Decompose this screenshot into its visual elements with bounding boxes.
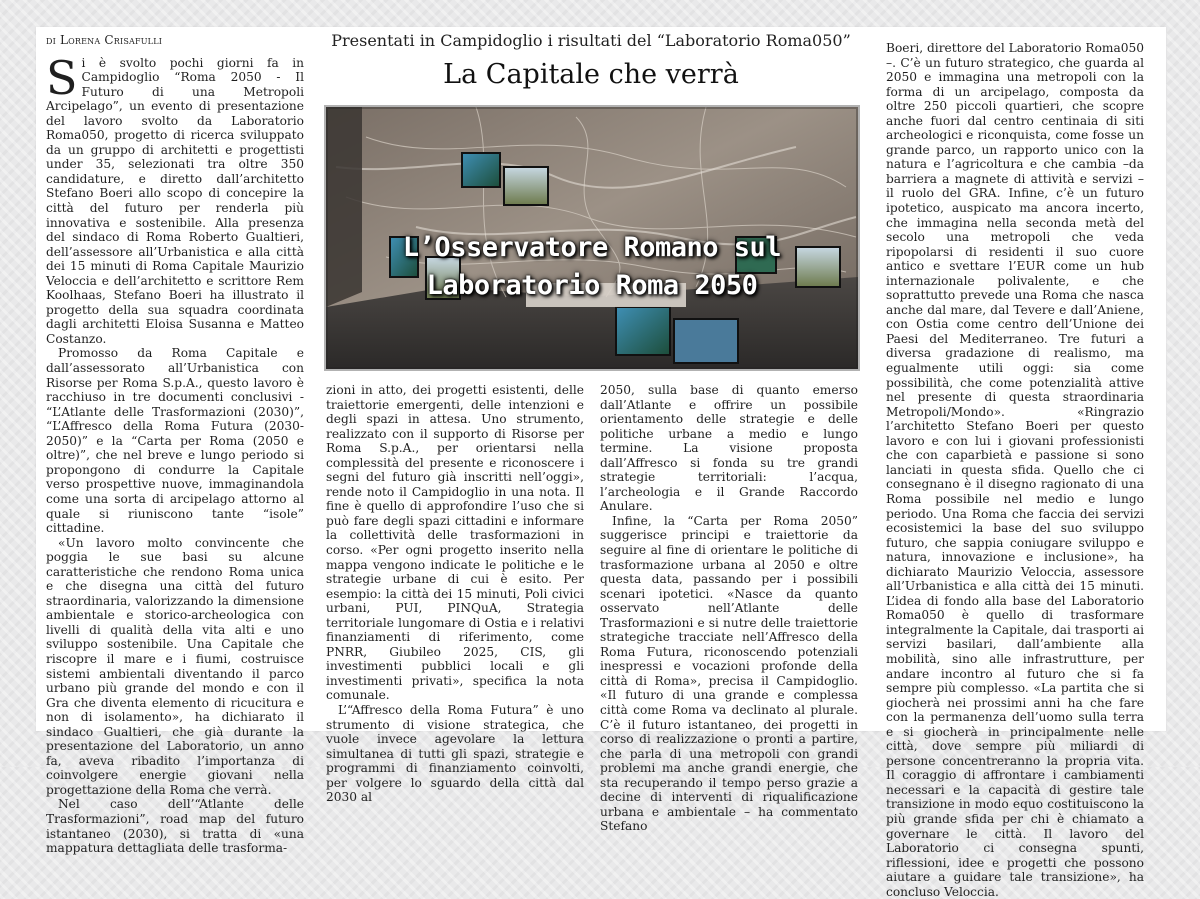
paragraph: zioni in atto, dei progetti esistenti, delle traiettorie emergenti, delle intenzioni e degli spazi in attesa. Uno strumento, realizzato con il supporto di Risorse per Roma S.p.A., per orientarsi nella complessità del presente e riconoscere i segni del futuro già inscritti nell’oggi», rende noto il Campidoglio in una nota. Il fine è quello di approfondire l’uso che si può fare degli spazi cittadini e informare la collettività delle trasformazioni in corso. «Per ogni progetto inserito nella mappa vengono indicate le politiche e le strategie urbane di cui è esito. Per esempio: la città dei 15 minuti, Poli civici urbani, PUI, PINQuA, Strategia territoriale lungomare di Ostia e i relativi finanziamenti di riferimento, come PNRR, Giubileo 2025, CIS, gli investimenti pubblici locali e gli investimenti privati», specifica la nota comunale. xyxy=(326,383,584,703)
paragraph: Promosso da Roma Capitale e dall’assessorato all’Urbanistica con Risorse per Roma S.p.A., questo lavoro è racchiuso in tre documenti conclusivi - “L’Atlante delle Trasformazioni (2030)”, “L’Affresco della Roma Futura (2030-2050)” e la “Carta per Roma (2050 e oltre)”, che nel breve e lungo periodo si propongono di condurre la Capitale verso prospettive nuove, immaginandola come una sorta di arcipelago attorno al quale si riuniscono tante “isole” cittadine. xyxy=(46,346,304,536)
paragraph: Nel caso dell’“Atlante delle Trasformazioni”, road map del futuro istantaneo (2030), si tratta di «una mappatura dettagliata delle trasforma- xyxy=(46,797,304,856)
drop-cap: S xyxy=(46,50,78,105)
article-column-4 xyxy=(886,41,1144,899)
paragraph: Boeri, direttore del Laboratorio Roma050 –. C’è un futuro strategico, che guarda al 2050 e immagina una metropoli con la forma di un arcipelago, composta da oltre 250 piccoli quartieri, che scopre anche fuori dal centro centinaia di siti archeologici e riconquista, come fosse un grande parco, un rapporto unico con la natura e l’agricoltura e che cambia –da barriera a magnete di attività e servizi – il ruolo del GRA. Infine, c’è un futuro ipotetico, auspicato ma ancora incerto, che immagina nella seconda metà del secolo una metropoli che veda ripopolarsi di residenti il suo cuore antico e svettare l’EUR come un hub internazionale polivalente, e che soprattutto prevede una Roma che nasca anche dal mare, dal Tevere e dall’Aniene, con Ostia come centro dell’Unione dei Paesi del Mediterraneo. Tre futuri a diversa gradazione di realismo, ma egualmente utili oggi: sia come possibilità, che come potenzialità attive nel presente di questa straordinaria Metropoli/Mondo». «Ringrazio l’architetto Stefano Boeri per questo lavoro e con lui i giovani professionisti che con caparbietà e passione si sono lanciati in questa sfida. Quello che ci consegnano è il disegno ragionato di una Roma possibile nel medio e lungo periodo. Una Roma che faccia dei servizi ecosistemici la base del suo sviluppo futuro, che sappia coniugare sviluppo e natura, innovazione e inclusione», ha dichiarato Maurizio Veloccia, assessore all’Urbanistica e alla città dei 15 minuti. L’idea di fondo alla base del Laboratorio Roma050 è quello di trasformare integralmente la Capitale, dai trasporti ai servizi basilari, dall’ambiente alla mobilità, sino alle infrastrutture, per andare incontro al futuro che si fa sempre più complesso. «La partita che si giocherà nei prossimi anni ha che fare con la permanenza dell’uomo sulla terra e si giocherà in principalmente nelle città, dove sempre più miliardi di persone concentreranno la propria vita. Il coraggio di affrontare i cambiamenti necessari e la capacità di gestire tale transizione in modo equo costituiscono la più grande sfida per chi è chiamato a governare le città. Il lavoro del Laboratorio ci consegna spunti, riflessioni, idee e progetti che possono aiutare a guidare tale transizione», ha concluso Veloccia. xyxy=(886,41,1144,899)
article-column-2 xyxy=(326,383,584,805)
article-column-3 xyxy=(600,383,858,834)
headline: La Capitale che verrà xyxy=(443,59,739,90)
overlay-title-line-2: Laboratorio Roma 2050 xyxy=(426,270,758,301)
article-column-1 xyxy=(46,27,304,856)
exhibition-photo xyxy=(326,107,858,369)
lead-text: i è svolto pochi giorni fa in Campidoglio “Roma 2050 - Il Futuro di una Metropoli Arcipelago”, un evento di presentazione del lavoro svolto da Laboratorio Roma050, progetto di ricerca sviluppato da un gruppo di architetti e progettisti under 35, selezionati tra oltre 350 candidature, e diretto dall’architetto Stefano Boeri allo scopo di concepire la città del futuro per renderla più innovativa e sostenibile. Alla presenza del sindaco di Roma Roberto Gualtieri, dell’assessore all’Urbanistica e alla città dei 15 minuti di Roma Capitale Maurizio Veloccia e dell’architetto e scrittore Rem Koolhaas, Stefano Boeri ha illustrato il progetto della sua squadra coordinata dagli architetti Eloisa Susanna e Matteo Costanzo. xyxy=(46,55,304,346)
overlay-title-line-1: L’Osservatore Romano sul xyxy=(402,232,782,263)
lead-paragraph xyxy=(46,50,304,347)
paragraph: Infine, la “Carta per Roma 2050” suggerisce principi e traiettorie da seguire al fine di orientare le politiche di trasformazione urbana al 2050 e oltre questa data, passando per i possibili scenari ipotetici. «Nasce da quanto osservato nell’Atlante delle Trasformazioni e si nutre delle traiettorie strategiche tracciate nell’Affresco della Roma Futura, riconoscendo potenziali inespressi e vocazioni profonde della città di Roma», precisa il Campidoglio. «Il futuro di una grande e complessa città come Roma va declinato al plurale. C’è il futuro istantaneo, dei progetti in corso di realizzazione o pronti a partire, che parla di una metropoli con grandi problemi ma anche grandi energie, che sta recuperando il tempo perso grazie a decine di interventi di riqualificazione urbana e ambientale – ha commentato Stefano xyxy=(600,513,858,834)
paragraph: 2050, sulla base di quanto emerso dall’Atlante e offrire un possibile orientamento delle strategie e delle politiche urbane a medio e lungo termine. La visione proposta dall’Affresco si fonda su tre grandi strategie territoriali: l’acqua, l’archeologia e il Grande Raccordo Anulare. xyxy=(600,383,858,514)
byline: di Lorena Crisafulli xyxy=(46,33,163,47)
paragraph: L’“Affresco della Roma Futura” è uno strumento di visione strategica, che vuole invece agevolare la lettura simultanea di tutti gli spazi, strategie e programmi di finanziamento coinvolti, per volgere lo sguardo della città dal 2030 al xyxy=(326,703,584,805)
paragraph: «Un lavoro molto convincente che poggia le sue basi su alcune caratteristiche che rendono Roma unica e che disegna una città del futuro straordinaria, valorizzando la dimensione ambientale e storico-archeologica con livelli di qualità della vita alti e uno sviluppo sostenibile. Una Capitale che riscopre il mare e i fiumi, costruisce sistemi ambientali diventando il parco urbano più grande del mondo e con il Gra che diventa elemento di ricucitura e non di isolamento», ha dichiarato il sindaco Gualtieri, che già durante la presentazione del Laboratorio, un anno fa, aveva ribadito l’importanza di coinvolgere energie giovani nella progettazione della Roma che verrà. xyxy=(46,535,304,797)
newspaper-page xyxy=(36,27,1166,899)
kicker: Presentati in Campidoglio i risultati del “Laboratorio Roma050” xyxy=(331,31,851,50)
